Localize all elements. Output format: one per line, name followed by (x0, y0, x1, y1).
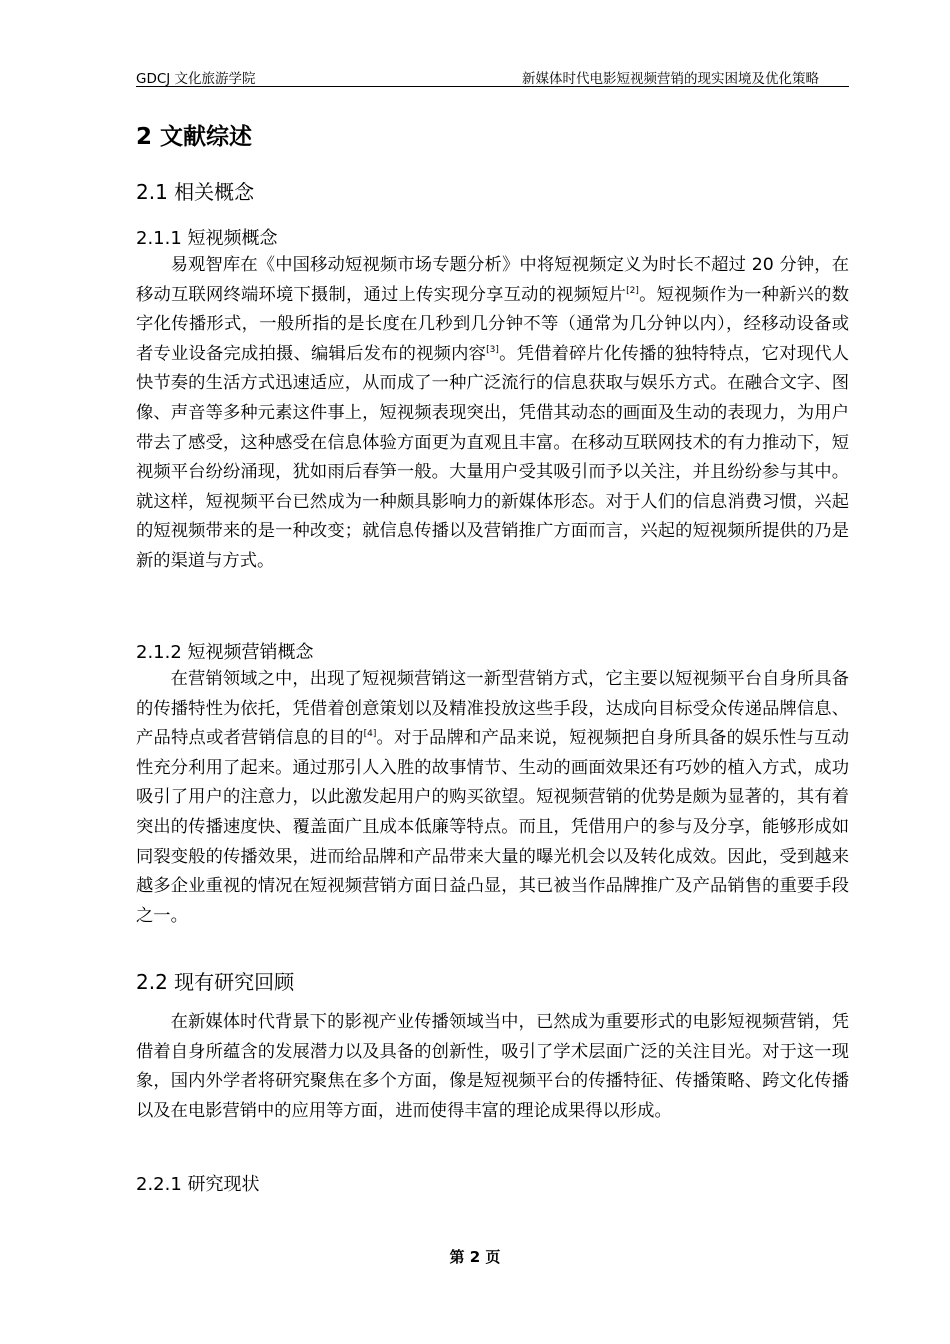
citation-ref: [2] (626, 285, 639, 296)
header-thesis-title: 新媒体时代电影短视频营销的现实困境及优化策略 (522, 71, 819, 87)
citation-ref: [3] (486, 344, 499, 355)
header-institution: GDCJ 文化旅游学院 (136, 71, 256, 87)
page-number: 第 2 页 (449, 1248, 501, 1266)
paragraph-text: 。对于品牌和产品来说，短视频把自身所具备的娱乐性与互动性充分利用了起来。通过那引人入胜的故事情节、生动的画面效果还有巧妙的植入方式，成功吸引了用户的注意力，以此激发起用户的购买欲望。短视频营销的优势是颇为显著的，其有着突出的传播速度快、覆盖面广且成本低廉等特点。而且，凭借用户的参与及分享，能够形成如同裂变般的传播效果，进而给品牌和产品带来大量的曝光机会以及转化成效。因此，受到越来越多企业重视的情况在短视频营销方面日益凸显，其已被当作品牌推广及产品销售的重要手段之一。 (136, 728, 849, 926)
section-2-1-title: 2.1 相关概念 (136, 180, 255, 204)
citation-ref: [4] (363, 729, 377, 740)
chapter-title: 2 文献综述 (136, 124, 253, 150)
section-2-2-paragraph: 在新媒体时代背景下的影视产业传播领域当中，已然成为重要形式的电影短视频营销，凭借着自身所蕴含的发展潜力以及具备的创新性，吸引了学术层面广泛的关注目光。对于这一现象，国内外学者将研究聚焦在多个方面，像是短视频平台的传播特征、传播策略、跨文化传播以及在电影营销中的应用等方面，进而使得丰富的理论成果得以形成。 (136, 1012, 849, 1121)
paragraph-text: 。短视频作为一种新兴的数字化传播形式，一般所指的是长度在几秒到几分钟不等（通常为几分钟以内），经移动设备或者专业设备完成拍摄、编辑后发布的视频内容 (136, 284, 849, 364)
paragraph-text: 。凭借着碎片化传播的独特特点，它对现代人快节奏的生活方式迅速适应，从而成了一种广泛流行的信息获取与娱乐方式。在融合文字、图像、声音等多种元素这件事上，短视频表现突出，凭借其动态的画面及生动的表现力，为用户带去了感受，这种感受在信息体验方面更为直观且丰富。在移动互联网技术的有力推动下，短视频平台纷纷涌现，犹如雨后春笋一般。大量用户受其吸引而予以关注，并且纷纷参与其中。就这样，短视频平台已然成为一种颇具影响力的新媒体形态。对于人们的信息消费习惯，兴起的短视频带来的是一种改变；就信息传播以及营销推广方面而言，兴起的短视频所提供的乃是新的渠道与方式。 (136, 343, 849, 571)
section-2-1-1-paragraph (136, 251, 849, 577)
section-2-2-1-title: 2.2.1 研究现状 (136, 1174, 260, 1195)
paragraph-text: 在营销领域之中，出现了短视频营销这一新型营销方式，它主要以短视频平台自身所具备的传播特性为依托，凭借着创意策划以及精准投放这些手段，达成向目标受众传递品牌信息、产品特点或者营销信息的目的 (136, 669, 849, 749)
section-2-1-2-title: 2.1.2 短视频营销概念 (136, 642, 314, 663)
paragraph-text: 易观智库在《中国移动短视频市场专题分析》中将短视频定义为时长不超过 20 分钟，在移动互联网终端环境下摄制，通过上传实现分享互动的视频短片 (136, 255, 849, 305)
section-2-2-title: 2.2 现有研究回顾 (136, 970, 295, 994)
page-header (136, 64, 849, 87)
section-2-1-1-title: 2.1.1 短视频概念 (136, 228, 278, 249)
section-2-1-2-paragraph (136, 665, 849, 931)
